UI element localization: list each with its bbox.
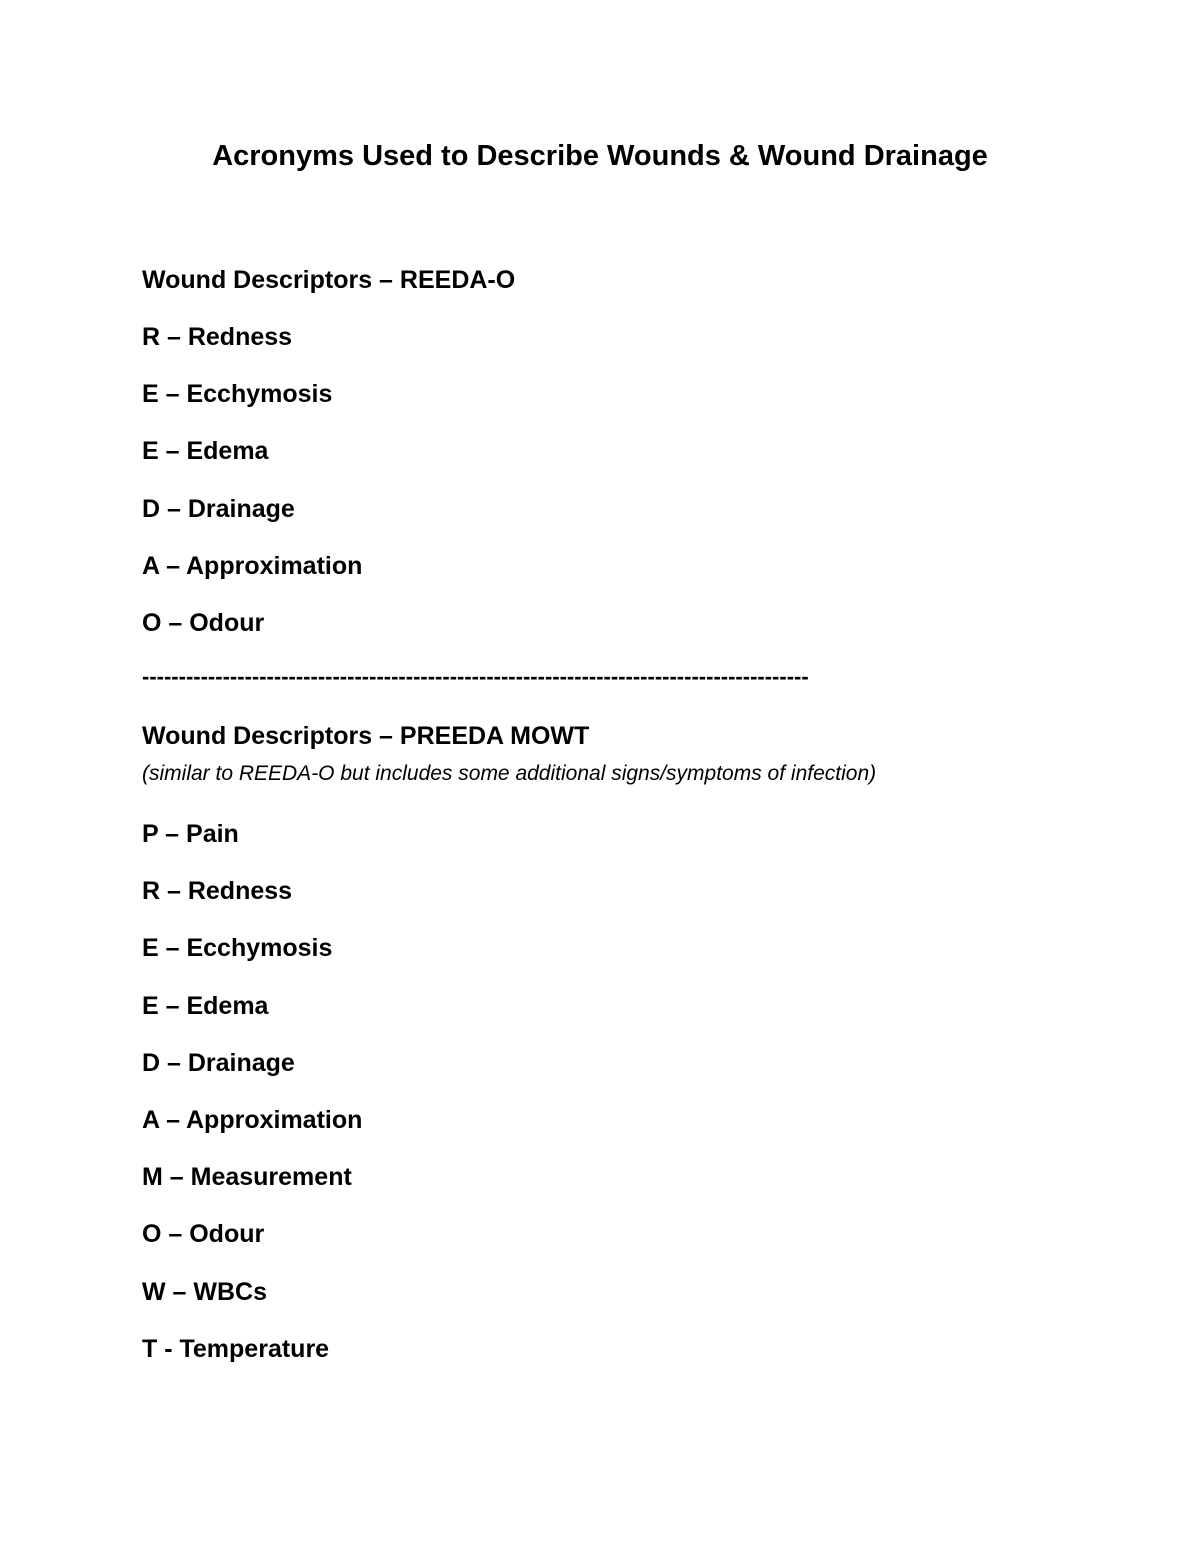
section-heading-reeda-o: Wound Descriptors – REEDA-O: [142, 266, 516, 294]
list-item: E – Edema: [142, 991, 269, 1020]
list-item: R – Redness: [142, 323, 293, 351]
list-item: D – Drainage: [142, 494, 295, 523]
document-title: Acronyms Used to Describe Wounds & Wound Drainage: [212, 140, 988, 172]
list-item: A – Approximation: [142, 1105, 363, 1134]
preeda-mowt-list: [142, 816, 1102, 1388]
list-item: M – Measurement: [142, 1163, 352, 1192]
list-item: O – Odour: [142, 608, 265, 637]
list-item: A – Approximation: [142, 551, 363, 580]
section-subtitle: (similar to REEDA-O but includes some additional signs/symptoms of infection): [142, 762, 877, 785]
list-item: P – Pain: [142, 820, 239, 848]
reeda-o-section: [142, 262, 1102, 662]
list-item: E – Edema: [142, 437, 269, 466]
list-item: R – Redness: [142, 877, 293, 906]
list-item: D – Drainage: [142, 1048, 295, 1077]
section-heading-preeda-mowt: Wound Descriptors – PREEDA MOWT: [142, 722, 590, 750]
reeda-o-list: [142, 319, 1102, 662]
preeda-mowt-section: [142, 718, 1102, 1388]
list-item: O – Odour: [142, 1220, 265, 1249]
list-item: E – Ecchymosis: [142, 380, 333, 409]
list-item: E – Ecchymosis: [142, 934, 333, 963]
list-item: T - Temperature: [142, 1334, 330, 1363]
list-item: W – WBCs: [142, 1277, 267, 1306]
dashed-divider: -------------------------------------------------------------------------------------------: [142, 664, 809, 689]
